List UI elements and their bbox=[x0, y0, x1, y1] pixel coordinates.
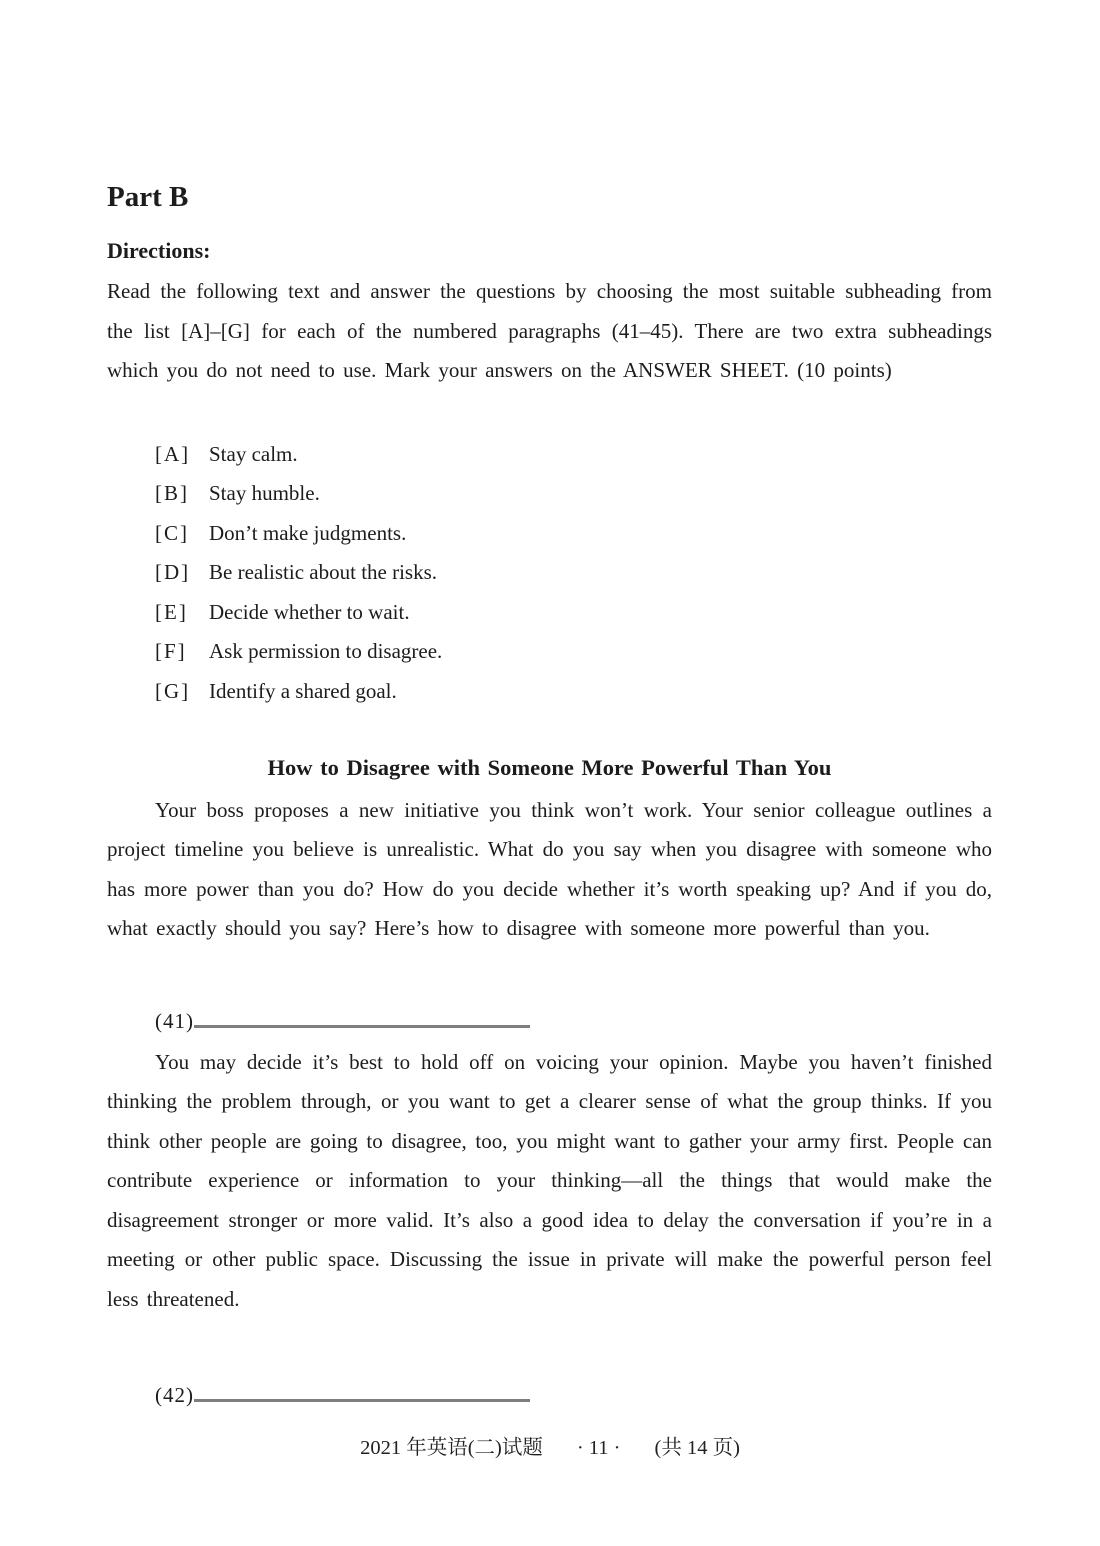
option-text-g: Identify a shared goal. bbox=[209, 678, 397, 703]
question-42-number: (42) bbox=[155, 1383, 194, 1408]
passage-intro-paragraph: Your boss proposes a new initiative you think won’t work. Your senior colleague outlines a project timeline you believe is unrealistic. What do you say when you disagree with someone who has more power than you do? How do you decide whether it’s worth speaking up? And if you do, what exactly should you say? Here’s how to disagree with someone more powerful than you. bbox=[107, 797, 992, 941]
option-text-b: Stay humble. bbox=[209, 481, 320, 506]
question-42-answer-blank bbox=[194, 1369, 530, 1402]
option-item-a bbox=[155, 435, 992, 475]
part-title: Part B bbox=[107, 181, 189, 213]
option-label-e: [E] bbox=[155, 599, 188, 624]
question-42-row bbox=[107, 1369, 992, 1409]
passage-title: How to Disagree with Someone More Powerful Than You bbox=[267, 755, 832, 781]
option-item-f bbox=[155, 632, 992, 672]
option-label-d: [D] bbox=[155, 560, 191, 585]
option-label-g: [G] bbox=[155, 678, 191, 703]
directions-text: Read the following text and answer the questions by choosing the most suitable subheading from the list [A]–[G] for each of the numbered paragraphs (41–45). There are two extra subheadings which you do not need to use. Mark your answers on the ANSWER SHEET. (10 points) bbox=[107, 279, 992, 383]
option-item-e bbox=[155, 593, 992, 633]
question-41-paragraph: You may decide it’s best to hold off on voicing your opinion. Maybe you haven’t finished thinking the problem through, or you want to get a clearer sense of what the group thinks. If you think other people are going to disagree, too, you might want to gather your army first. People can contribute experience or information to your thinking—all the things that would make the disagreement stronger or more valid. It’s also a good idea to delay the conversation if you’re in a meeting or other public space. Discussing the issue in private will make the powerful person feel less threatened. bbox=[107, 1049, 992, 1311]
footer-exam-title: 2021 年英语(二)试题 bbox=[360, 1437, 543, 1459]
option-label-a: [A] bbox=[155, 441, 191, 466]
option-item-c bbox=[155, 514, 992, 554]
option-item-b bbox=[155, 474, 992, 514]
footer-total-pages: (共 14 页) bbox=[654, 1437, 740, 1459]
directions-label: Directions: bbox=[107, 237, 211, 263]
option-text-a: Stay calm. bbox=[209, 441, 298, 466]
option-label-c: [C] bbox=[155, 520, 189, 545]
question-41-answer-blank bbox=[194, 995, 530, 1028]
page-footer bbox=[0, 1430, 1100, 1460]
option-item-d bbox=[155, 553, 992, 593]
footer-page-number: · 11 · bbox=[576, 1437, 621, 1459]
option-text-f: Ask permission to disagree. bbox=[209, 639, 443, 664]
subheading-option-list bbox=[107, 435, 992, 712]
question-41-number: (41) bbox=[155, 1008, 194, 1033]
option-item-g bbox=[155, 672, 992, 712]
option-label-f: [F] bbox=[155, 639, 187, 664]
option-text-d: Be realistic about the risks. bbox=[209, 560, 438, 585]
option-label-b: [B] bbox=[155, 481, 189, 506]
question-41-row bbox=[107, 995, 992, 1035]
option-text-c: Don’t make judgments. bbox=[209, 520, 407, 545]
option-text-e: Decide whether to wait. bbox=[209, 599, 410, 624]
